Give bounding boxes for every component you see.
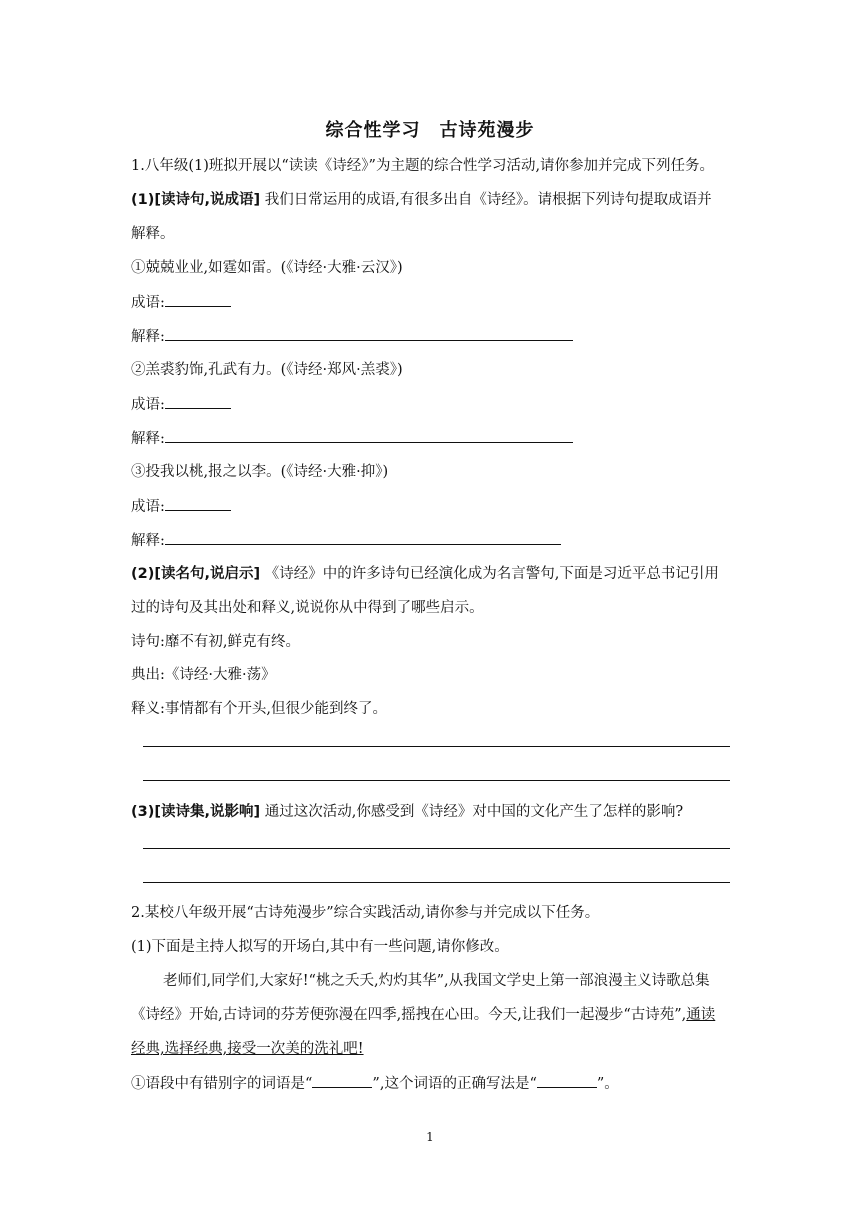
- idiom-label: 成语:: [131, 295, 165, 311]
- q2-question-part-c: ”。: [596, 1076, 619, 1092]
- q1-part3-text: 通过这次活动,你感受到《诗经》对中国的文化产生了怎样的影响?: [264, 804, 684, 820]
- q1-part1-line1: [131, 190, 740, 210]
- explain-blank-3[interactable]: [165, 530, 561, 545]
- q2-stem: 2.某校八年级开展“古诗苑漫步”综合实践活动,请你参与并完成以下任务。: [131, 905, 600, 921]
- q1-idiom-row-3: [131, 496, 740, 517]
- q1-idiom-row-1: [131, 292, 740, 313]
- q2-underlined-sentence-start: 通读: [686, 1007, 716, 1023]
- explain-blank-2[interactable]: [165, 428, 573, 443]
- page-number: 1: [426, 1130, 434, 1144]
- q2-question-part-b: ”,这个词语的正确写法是“: [372, 1076, 537, 1092]
- q2-part1-text: (1)下面是主持人拟写的开场白,其中有一些问题,请你修改。: [131, 939, 509, 955]
- q1-part3-line: [131, 802, 740, 822]
- q2-para-line3: [131, 1039, 740, 1059]
- q2-underlined-sentence-end: 经典,选择经典,接受一次美的洗礼吧!: [131, 1041, 364, 1057]
- idiom-blank-1[interactable]: [165, 292, 231, 307]
- q1-part2-verse: 诗句:靡不有初,鲜克有终。: [131, 634, 300, 650]
- q1-part2-source: 典出:《诗经·大雅·荡》: [131, 667, 276, 683]
- q1-part3-label: (3)[读诗集,说影响]: [131, 804, 261, 820]
- answer-line[interactable]: [143, 746, 730, 747]
- q2-question-part-a: ①语段中有错别字的词语是“: [131, 1076, 313, 1092]
- answer-line[interactable]: [143, 780, 730, 781]
- idiom-label: 成语:: [131, 499, 165, 515]
- q1-verse-2: ②羔裘豹饰,孔武有力。(《诗经·郑风·羔裘》): [131, 362, 403, 378]
- idiom-blank-2[interactable]: [165, 394, 231, 409]
- q1-part2-line1: [131, 564, 740, 584]
- q1-part1-line2: 解释。: [131, 226, 175, 242]
- q1-part2-line2: 过的诗句及其出处和释义,说说你从中得到了哪些启示。: [131, 600, 484, 616]
- answer-line[interactable]: [143, 882, 730, 883]
- q2-para-line2-text: 《诗经》开始,古诗词的芬芳便弥漫在四季,摇拽在心田。今天,让我们一起漫步“古诗苑”,: [131, 1007, 687, 1023]
- q1-part2-text: 《诗经》中的许多诗句已经演化成为名言警句,下面是习近平总书记引用: [264, 566, 719, 582]
- q2-para-line1: 老师们,同学们,大家好!“桃之夭夭,灼灼其华”,从我国文学史上第一部浪漫主义诗歌总集: [163, 973, 710, 989]
- correct-word-blank[interactable]: [537, 1073, 597, 1088]
- q1-verse-1: ①兢兢业业,如霆如雷。(《诗经·大雅·云汉》): [131, 260, 403, 276]
- q1-verse-3: ③投我以桃,报之以李。(《诗经·大雅·抑》): [131, 464, 389, 480]
- q1-stem: 1.八年级(1)班拟开展以“读读《诗经》”为主题的综合性学习活动,请你参加并完成下列任务。: [131, 158, 715, 174]
- q2-question-1: [131, 1073, 740, 1094]
- q1-explain-row-3: [131, 530, 740, 551]
- q2-para-line2: [131, 1005, 740, 1025]
- page-title: 综合性学习 古诗苑漫步: [325, 120, 535, 141]
- q1-part2-label: (2)[读名句,说启示]: [131, 566, 261, 582]
- explain-blank-1[interactable]: [165, 326, 573, 341]
- explain-label: 解释:: [131, 533, 165, 549]
- explain-label: 解释:: [131, 431, 165, 447]
- q1-explain-row-1: [131, 326, 740, 347]
- q1-explain-row-2: [131, 428, 740, 449]
- explain-label: 解释:: [131, 329, 165, 345]
- q1-part1-label: (1)[读诗句,说成语]: [131, 192, 261, 208]
- typo-word-blank[interactable]: [312, 1073, 372, 1088]
- q1-idiom-row-2: [131, 394, 740, 415]
- idiom-label: 成语:: [131, 397, 165, 413]
- q1-part2-meaning: 释义:事情都有个开头,但很少能到终了。: [131, 701, 387, 717]
- answer-line[interactable]: [143, 848, 730, 849]
- q1-part1-text: 我们日常运用的成语,有很多出自《诗经》。请根据下列诗句提取成语并: [264, 192, 712, 208]
- idiom-blank-3[interactable]: [165, 496, 231, 511]
